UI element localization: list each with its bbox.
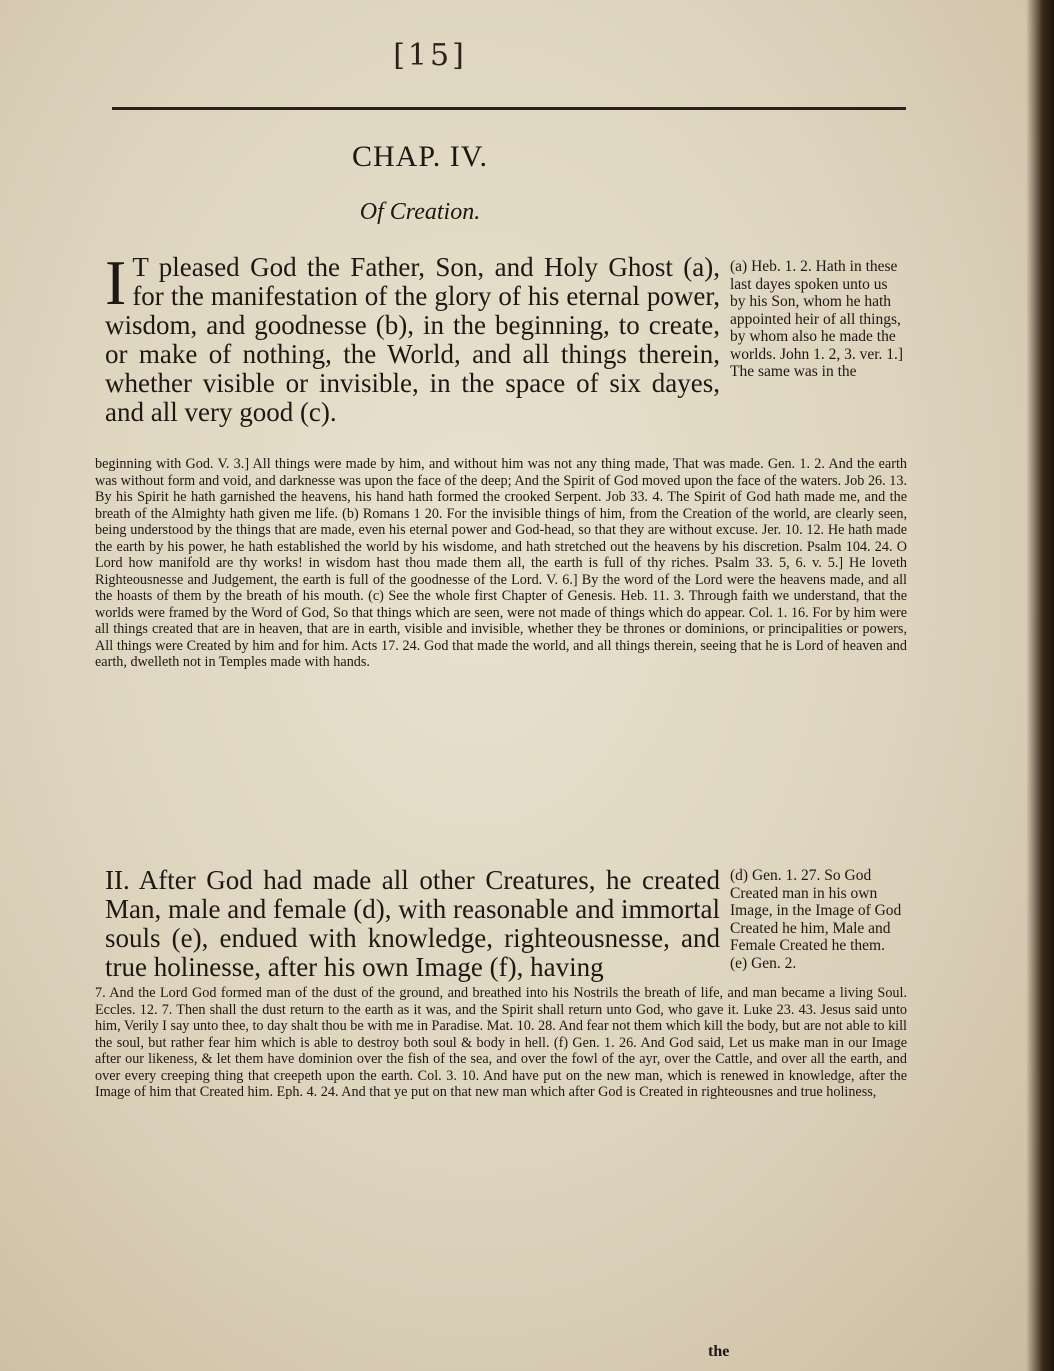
footnote-block-2: 7. And the Lord God formed man of the dust of the ground, and breathed into his Nostrils the breath of life, and man became a living Soul. Eccles. 12. 7. Then shall the dust return to the earth as it was, and the Spirit shall return unto God, who gave it. Luke 23. 43. Jesus said unto him, Verily I say unto thee, to day shalt thou be with me in Paradise. Mat. 10. 28. And fear not them which kill the body, but are not able to kill the soul, but rather fear him which is able to destroy both soul & body in hell. (f) Gen. 1. 26. And God said, Let us make man in our Image after our likeness, & let them have dominion over the fish of the sea, and over the fowl of the ayr, over the Cattle, and over all the earth, and over every creeping thing that creepeth upon the earth. Col. 3. 10. And have put on the new man, which is renewed in knowledge, after the Image of him that Created him. Eph. 4. 24. And that ye put on that new man which after God is Created in righteousnes and true holiness, xyxy=(95,985,907,1100)
catchword: the xyxy=(708,1343,730,1360)
chapter-subtitle: Of Creation. xyxy=(359,199,481,225)
page-edge-shadow xyxy=(1026,0,1054,1371)
margin-note-2: (d) Gen. 1. 27. So God Created man in his own Image, in the Image of God Created he him, Male and Female Created he them. (e) Gen. 2. xyxy=(730,867,902,972)
margin-note-1: (a) Heb. 1. 2. Hath in these last dayes spoken unto us by his Son, whom he hath appointed heir of all things, by whom also he made the worlds. John 1. 2, 3. ver. 1.] The same was in the xyxy=(730,258,904,380)
page-number: [15] xyxy=(393,38,467,73)
article-1-text xyxy=(105,247,720,427)
header-rule xyxy=(112,107,906,110)
footnote-block-1: beginning with God. V. 3.] All things were made by him, and without him was not any thing made, That was made. Gen. 1. 2. And the earth was without form and void, and darknesse was upon the face of the deep; And the Spirit of God moved upon the face of the waters. Job 26. 13. By his Spirit he hath garnished the heavens, his hand hath formed the crooked Serpent. Job 33. 4. The Spirit of God hath made me, and the breath of the Almighty hath given me life. (b) Romans 1 20. For the invisible things of him, from the Creation of the world, are clearly seen, being understood by the things that are made, even his eternal power and God-head, so that they are without excuse. Jer. 10. 12. He hath made the earth by his power, he hath established the world by his wisdome, and hath stretched out the heavens by his discretion. Psalm 104. 24. O Lord how manifold are thy works! in wisdom hast thou made them all, the earth is full of thy riches. Psalm 33. 5, 6. v. 5.] He loveth Righteousnesse and Judgement, the earth is full of the goodnesse of the Lord. V. 6.] By the word of the Lord were the heavens made, and all the hoasts of them by the breath of his mouth. (c) See the whole first Chapter of Genesis. Heb. 11. 3. Through faith we understand, that the worlds were framed by the Word of God, So that things which are seen, were not made of things which do appear. Col. 1. 16. For by him were all things created that are in heaven, that are in earth, visible and invisible, whether they be thrones or dominions, or principalities or powers, All things were Created by him and for him. Acts 17. 24. God that made the world, and all things therein, seeing that he is Lord of heaven and earth, dwelleth not in Temples made with hands. xyxy=(95,456,907,670)
article-2-text: II. After God had made all other Creatures, he created Man, male and female (d), with reasonable and immortal souls (e), endued with knowledge, righteousnesse, and true holinesse, after his own Image (f), having xyxy=(105,865,720,982)
chapter-title: CHAP. IV. xyxy=(352,140,488,173)
drop-cap: I xyxy=(105,247,127,318)
article-1-body: T pleased God the Father, Son, and Holy Ghost (a), for the manifestation of the glory of his eternal power, wisdom, and goodnesse (b), in the beginning, to create, or make of nothing, the World, and all things therein, whether visible or invisible, in the space of six dayes, and all very good (c). xyxy=(105,252,720,427)
